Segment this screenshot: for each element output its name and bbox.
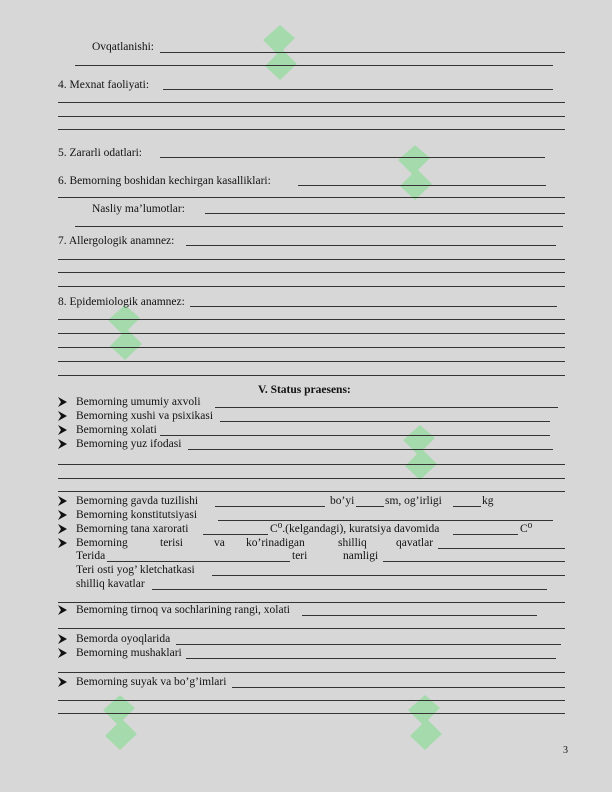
teri-field[interactable] xyxy=(438,548,565,549)
yuz-line[interactable] xyxy=(58,464,565,465)
tirnoq-field[interactable] xyxy=(302,615,537,616)
tirnoq-line[interactable] xyxy=(58,628,565,629)
harorat-field[interactable] xyxy=(203,534,268,535)
shilliq-kavatlar-label: shilliq kavatlar xyxy=(76,578,145,590)
teri-word: shilliq xyxy=(338,537,367,549)
ogirligi-field[interactable] xyxy=(453,506,481,507)
sm-ogirligi-label: sm, og’irligi xyxy=(385,495,442,507)
kasalliklar-label: 6. Bemorning boshidan kechirgan kasalliklari: xyxy=(58,175,271,187)
boyi-label: bo’yi xyxy=(330,495,355,507)
watermark-logo-icon xyxy=(85,690,155,780)
arrow-bullet-icon xyxy=(58,677,67,687)
teri-label: teri xyxy=(292,550,308,562)
zararli-field[interactable] xyxy=(160,157,545,158)
nasliy-label: Nasliy ma’lumotlar: xyxy=(92,203,185,215)
yuz-field[interactable] xyxy=(188,449,553,450)
arrow-bullet-icon xyxy=(58,538,67,548)
terida-label: Terida xyxy=(76,550,106,562)
xolati-label: Bemorning xolati xyxy=(76,424,157,436)
epidemiologik-line[interactable] xyxy=(58,361,565,362)
arrow-bullet-icon xyxy=(58,397,67,407)
xushi-label: Bemorning xushi va psixikasi xyxy=(76,410,214,422)
suyak-label: Bemorning suyak va bo’g’imlari xyxy=(76,676,227,688)
arrow-bullet-icon xyxy=(58,648,67,658)
yuz-line[interactable] xyxy=(58,491,565,492)
xolati-field[interactable] xyxy=(160,435,550,436)
teri-word: Bemorning xyxy=(76,537,128,549)
namligi-label: namligi xyxy=(343,550,379,562)
suyak-line[interactable] xyxy=(58,700,565,701)
kelgandagi-label: C⁰.(kelgandagi), kuratsiya davomida xyxy=(270,523,440,535)
teri-word: terisi xyxy=(160,537,183,549)
oyoqlarida-label: Bemorda oyoqlarida xyxy=(76,633,171,645)
boyi-field[interactable] xyxy=(356,506,384,507)
epidemiologik-line[interactable] xyxy=(58,347,565,348)
arrow-bullet-icon xyxy=(58,439,67,449)
konstitutsiya-label: Bemorning konstitutsiyasi xyxy=(76,509,198,521)
teri-word: ko’rinadigan xyxy=(246,537,305,549)
mexnat-line[interactable] xyxy=(58,116,565,117)
teri-osti-field[interactable] xyxy=(212,575,565,576)
allergologik-label: 7. Allergologik anamnez: xyxy=(58,235,175,247)
teri-word: qavatlar xyxy=(396,537,434,549)
gavda-field[interactable] xyxy=(215,506,325,507)
arrow-bullet-icon xyxy=(58,425,67,435)
epidemiologik-line[interactable] xyxy=(58,333,565,334)
kasalliklar-field[interactable] xyxy=(298,185,546,186)
terida-field[interactable] xyxy=(107,561,290,562)
kuratsiya-field[interactable] xyxy=(453,534,518,535)
tirnoq-label: Bemorning tirnoq va sochlarining rangi, xolati xyxy=(76,604,290,616)
konstitutsiya-field[interactable] xyxy=(218,520,553,521)
namligi-field[interactable] xyxy=(383,561,565,562)
yuz-label: Bemorning yuz ifodasi xyxy=(76,438,182,450)
teri-osti-label: Teri osti yog’ kletchatkasi xyxy=(76,564,195,576)
arrow-bullet-icon xyxy=(58,510,67,520)
shilliq-line[interactable] xyxy=(58,602,565,603)
suyak-line[interactable] xyxy=(58,713,565,714)
shilliq-kavatlar-field[interactable] xyxy=(152,589,547,590)
epidemiologik-label: 8. Epidemiologik anamnez: xyxy=(58,296,185,308)
suyak-field[interactable] xyxy=(232,687,565,688)
arrow-bullet-icon xyxy=(58,634,67,644)
xushi-field[interactable] xyxy=(220,421,550,422)
mushaklari-line[interactable] xyxy=(58,672,565,673)
c-unit-label: C⁰ xyxy=(520,523,533,535)
kasalliklar-line[interactable] xyxy=(58,197,565,198)
ovqatlanishi-field-2[interactable] xyxy=(75,65,553,66)
nasliy-field[interactable] xyxy=(205,213,565,214)
arrow-bullet-icon xyxy=(58,524,67,534)
teri-word: va xyxy=(214,537,225,549)
epidemiologik-line[interactable] xyxy=(58,375,565,376)
oyoqlarida-field[interactable] xyxy=(176,644,561,645)
mexnat-line[interactable] xyxy=(58,102,565,103)
nasliy-line[interactable] xyxy=(75,226,563,227)
mushaklari-label: Bemorning mushaklari xyxy=(76,647,182,659)
ovqatlanishi-field[interactable] xyxy=(160,52,565,53)
kg-label: kg xyxy=(482,495,494,507)
watermark-logo-icon xyxy=(390,690,460,780)
harorat-label: Bemorning tana xarorati xyxy=(76,523,189,535)
mexnat-field[interactable] xyxy=(163,89,553,90)
gavda-label: Bemorning gavda tuzilishi xyxy=(76,495,199,507)
mushaklari-field[interactable] xyxy=(186,658,556,659)
allergologik-line[interactable] xyxy=(58,286,565,287)
epidemiologik-field[interactable] xyxy=(190,306,557,307)
arrow-bullet-icon xyxy=(58,605,67,615)
arrow-bullet-icon xyxy=(58,496,67,506)
epidemiologik-line[interactable] xyxy=(58,319,565,320)
umumiy-label: Bemorning umumiy axvoli xyxy=(76,396,201,408)
arrow-bullet-icon xyxy=(58,411,67,421)
allergologik-field[interactable] xyxy=(186,245,556,246)
mexnat-label: 4. Mexnat faoliyati: xyxy=(58,79,150,91)
mexnat-line[interactable] xyxy=(58,129,565,130)
allergologik-line[interactable] xyxy=(58,272,565,273)
umumiy-field[interactable] xyxy=(215,407,558,408)
yuz-line[interactable] xyxy=(58,478,565,479)
ovqatlanishi-label: Ovqatlanishi: xyxy=(92,41,154,53)
zararli-label: 5. Zararli odatlari: xyxy=(58,147,142,159)
watermark-logo-icon xyxy=(90,300,160,390)
allergologik-line[interactable] xyxy=(58,259,565,260)
page-number: 3 xyxy=(563,745,568,756)
section-title: V. Status praesens: xyxy=(258,384,351,396)
